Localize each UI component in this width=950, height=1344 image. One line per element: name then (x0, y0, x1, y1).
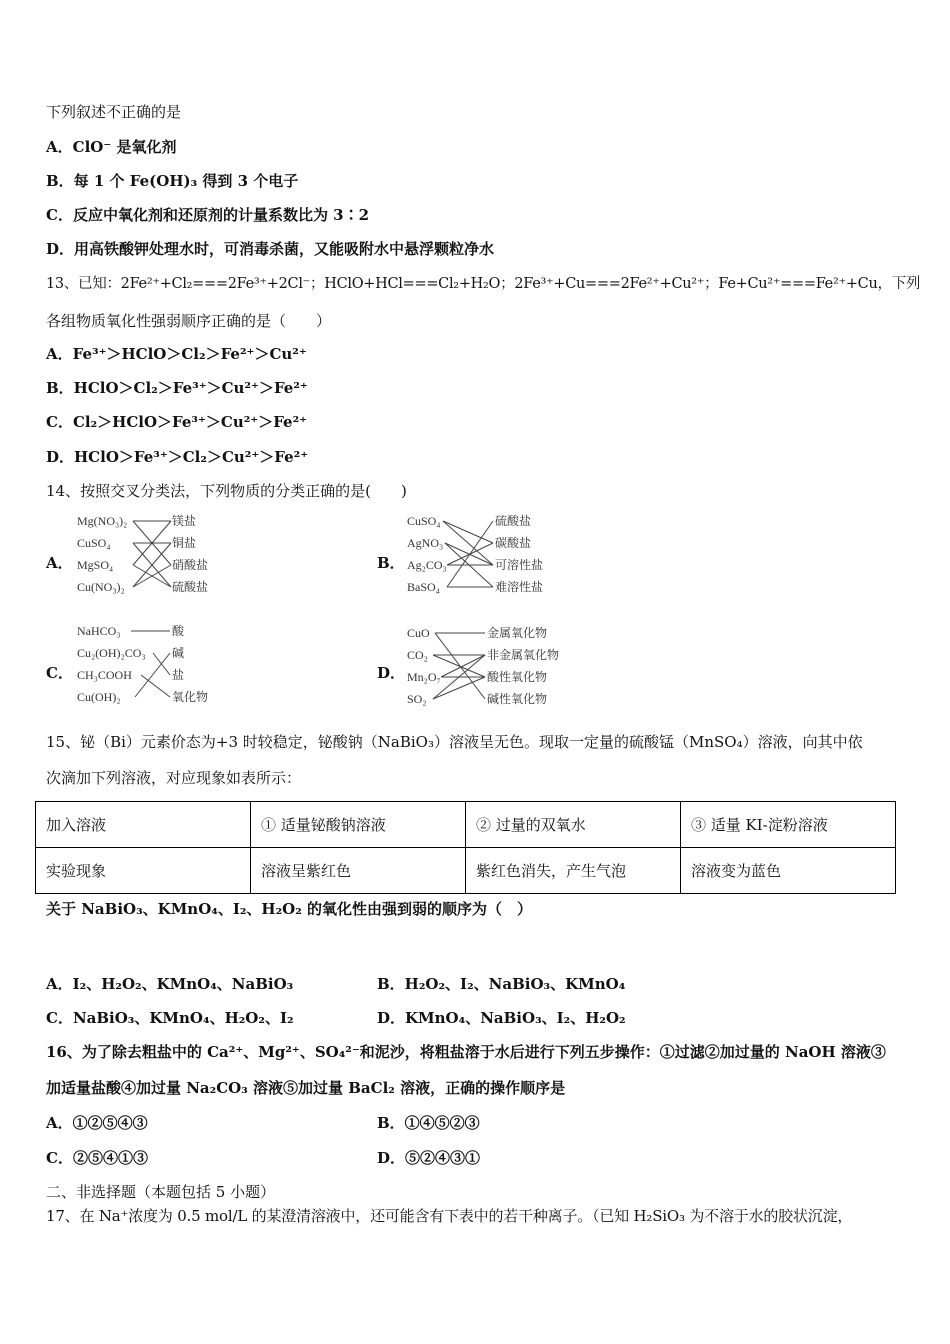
diagram-right-item: 硫酸盐 (172, 580, 209, 594)
table-cell: ③ 适量 KI-淀粉溶液 (681, 802, 896, 848)
diagram-right-item: 碱 (172, 646, 185, 660)
diagram-left-item: SO₂ (407, 692, 427, 706)
diagram-connector-lines (133, 521, 171, 587)
diagram-connector-lines (433, 633, 485, 699)
diagram-right-item: 盐 (172, 668, 185, 682)
diagram-right-item: 酸性氧化物 (487, 670, 548, 684)
q14-stem: 14、按照交叉分类法，下列物质的分类正确的是( ) (46, 482, 407, 500)
q15-option-a: A．I₂、H₂O₂、KMnO₄、NaBiO₃ (46, 975, 294, 993)
q12-option-d: D．用高铁酸钾处理水时，可消毒杀菌，又能吸附水中悬浮颗粒净水 (46, 240, 495, 258)
q13-option-a: A．Fe³⁺＞HClO＞Cl₂＞Fe²⁺＞Cu²⁺ (46, 345, 307, 363)
q13-option-c: C．Cl₂＞HClO＞Fe³⁺＞Cu²⁺＞Fe²⁺ (46, 413, 308, 431)
diagram-connector-lines (443, 521, 493, 587)
diagram-right-item: 硝酸盐 (172, 558, 209, 572)
table-cell: 溶液变为蓝色 (681, 848, 896, 894)
diagram-connector-lines (131, 631, 170, 697)
diagram-left-item: Cu₂(OH)₂CO₃ (77, 646, 146, 660)
q14-option-b-label: B． (377, 554, 405, 572)
q15-results-table (35, 801, 896, 894)
diagram-right-item: 非金属氧化物 (487, 648, 560, 662)
diagram-right-item: 碳酸盐 (495, 536, 532, 550)
diagram-left-item: CuSO₄ (77, 536, 111, 550)
diagram-left-item: CO₂ (407, 648, 428, 662)
q16-option-a: A．①②⑤④③ (46, 1114, 148, 1132)
table-cell: 溶液呈紫红色 (251, 848, 466, 894)
q14-option-c-diagram (75, 620, 235, 710)
diagram-left-item: AgNO₃ (407, 536, 444, 550)
q14-option-d-diagram (405, 622, 575, 712)
q14-option-d-label: D． (377, 664, 406, 682)
q16-stem-line1: 16、为了除去粗盐中的 Ca²⁺、Mg²⁺、SO₄²⁻和泥沙，将粗盐溶于水后进行下列五步操作：①过滤②加过量的 NaOH 溶液③ (46, 1043, 886, 1061)
table-cell: 实验现象 (36, 848, 251, 894)
q13-option-d: D．HClO＞Fe³⁺＞Cl₂＞Cu²⁺＞Fe²⁺ (46, 448, 309, 466)
q14-option-a-diagram (75, 510, 235, 600)
q15-question: 关于 NaBiO₃、KMnO₄、I₂、H₂O₂ 的氧化性由强到弱的顺序为（ ） (46, 900, 533, 918)
q14-option-c-label: C． (46, 664, 73, 682)
q16-stem-line2: 加适量盐酸④加过量 Na₂CO₃ 溶液⑤加过量 BaCl₂ 溶液，正确的操作顺序是 (46, 1079, 566, 1097)
q12-option-b: B．每 1 个 Fe(OH)₃ 得到 3 个电子 (46, 172, 299, 190)
diagram-right-item: 碱性氧化物 (487, 692, 548, 706)
diagram-right-item: 铜盐 (172, 536, 197, 550)
diagram-left-item: Cu(OH)₂ (77, 690, 121, 704)
q14-option-b-diagram (405, 510, 565, 600)
diagram-left-item: Cu(NO₃)₂ (77, 580, 125, 594)
q15-option-b: B．H₂O₂、I₂、NaBiO₃、KMnO₄ (377, 975, 626, 993)
diagram-right-item: 酸 (172, 624, 185, 638)
table-cell: ① 适量铋酸钠溶液 (251, 802, 466, 848)
diagram-right-item: 金属氧化物 (487, 626, 548, 640)
q15-option-d: D．KMnO₄、NaBiO₃、I₂、H₂O₂ (377, 1009, 626, 1027)
diagram-left-item: CuSO₄ (407, 514, 441, 528)
q13-stem-line1: 13、已知：2Fe²⁺+Cl₂===2Fe³⁺+2Cl⁻；HClO+HCl===Cl₂+H₂O；2Fe³⁺+Cu===2Fe²⁺+Cu²⁺；Fe+Cu²⁺===Fe²⁺+Cu，下列 (46, 276, 921, 292)
q13-stem-line2: 各组物质氧化性强弱顺序正确的是（ ） (46, 312, 332, 330)
q15-stem-line2: 次滴加下列溶液，对应现象如表所示： (46, 769, 302, 787)
diagram-left-item: NaHCO₃ (77, 624, 121, 638)
diagram-left-item: MgSO₄ (77, 558, 114, 572)
diagram-right-item: 难溶性盐 (495, 580, 544, 594)
diagram-left-item: CuO (407, 626, 430, 640)
table-row (36, 802, 896, 848)
diagram-right-item: 硫酸盐 (495, 514, 532, 528)
table-row (36, 848, 896, 894)
q12-stem: 下列叙述不正确的是 (46, 103, 182, 121)
section-heading: 二、非选择题（本题包括 5 小题） (46, 1183, 276, 1201)
table-cell: 加入溶液 (36, 802, 251, 848)
q16-option-d: D．⑤②④③① (377, 1149, 481, 1167)
q14-option-a-label: A． (46, 554, 73, 572)
q17-stem: 17、在 Na⁺浓度为 0.5 mol/L 的某澄清溶液中，还可能含有下表中的若干种离子。（已知 H₂SiO₃ 为不溶于水的胶状沉淀， (46, 1207, 853, 1225)
q16-option-c: C．②⑤④①③ (46, 1149, 148, 1167)
diagram-left-item: Ag₂CO₃ (407, 558, 447, 572)
diagram-right-item: 镁盐 (172, 514, 197, 528)
q13-option-b: B．HClO＞Cl₂＞Fe³⁺＞Cu²⁺＞Fe²⁺ (46, 379, 308, 397)
diagram-left-item: Mn₂O₇ (407, 670, 441, 684)
q12-option-a: A．ClO⁻ 是氧化剂 (46, 138, 177, 156)
q16-option-b: B．①④⑤②③ (377, 1114, 480, 1132)
diagram-left-item: BaSO₄ (407, 580, 440, 594)
table-cell: 紫红色消失，产生气泡 (466, 848, 681, 894)
diagram-right-item: 氧化物 (172, 690, 209, 704)
diagram-left-item: Mg(NO₃)₂ (77, 514, 128, 528)
q15-stem-line1: 15、铋（Bi）元素价态为+3 时较稳定，铋酸钠（NaBiO₃）溶液呈无色。现取一定量的硫酸锰（MnSO₄）溶液，向其中依 (46, 733, 863, 751)
diagram-right-item: 可溶性盐 (495, 558, 544, 572)
q15-option-c: C．NaBiO₃、KMnO₄、H₂O₂、I₂ (46, 1009, 294, 1027)
diagram-left-item: CH₃COOH (77, 668, 132, 682)
table-cell: ② 过量的双氧水 (466, 802, 681, 848)
q12-option-c: C．反应中氧化剂和还原剂的计量系数比为 3∶2 (46, 206, 370, 224)
